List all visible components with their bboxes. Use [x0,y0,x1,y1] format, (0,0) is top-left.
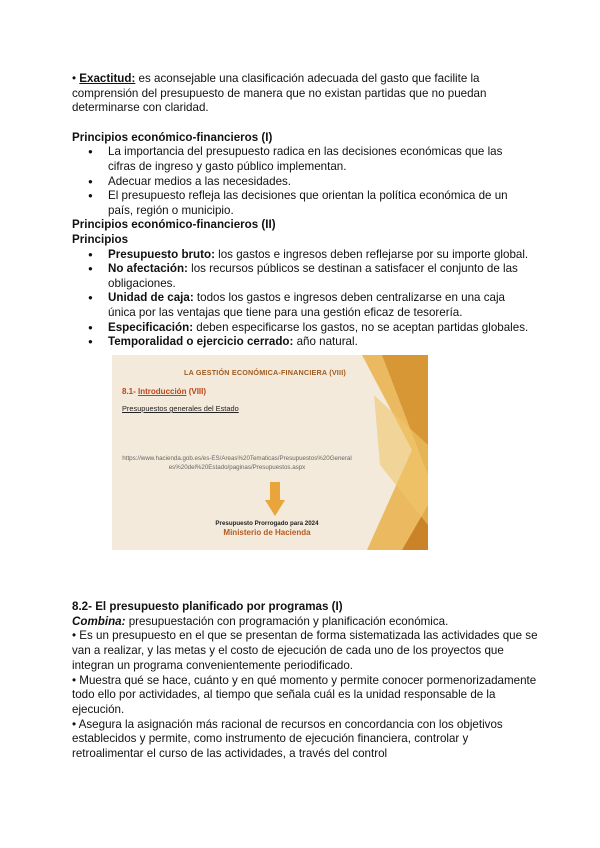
slide-section [122,387,206,396]
item-text: los recursos públicos se destinan a satisfacer el conjunto de las obligaciones. [108,262,518,290]
slide-section-link[interactable]: Introducción [138,387,187,396]
intro-paragraph: • Exactitud: es aconsejable una clasificación adecuada del gasto que facilite la comprensión del presupuesto de manera que no existan partidas que no puedan determinarse con claridad. [72,72,487,115]
slide-image [112,355,428,550]
list-item [72,291,532,320]
section3-heading: 8.2- El presupuesto planificado por programas (I) [72,600,343,613]
section2-subheading: Principios [72,232,129,246]
item-text: todos los gastos e ingresos deben centralizarse en una caja única por las ventajas que tiene para una gestión eficaz de tesorería. [108,291,505,319]
section1-heading: Principios económico-financieros (I) [72,130,273,144]
list-item: ● Adecuar medios a las necesidades. [72,175,532,190]
document-body [72,72,532,350]
section3-bullet: • Muestra qué se hace, cuánto y en qué momento y permite conocer pormenorizadamente todo ello por actividades, al tiempo que señala cuál es la unidad responsable de la ejecución. [72,673,537,716]
list-item: ● El presupuesto refleja las decisiones que orientan la política económica de un país, región o municipio. [72,189,532,218]
combina-label: Combina: [72,614,126,628]
item-label: Especificación: [108,320,194,334]
intro-text-1: es aconsejable una clasificación adecuada del gasto que facilite la [135,72,480,85]
arrow-down-icon [265,482,285,518]
list-item [72,262,532,291]
slide-caption-ministry: Ministerio de Hacienda [223,528,311,537]
intro-text-3: determinarse con claridad. [72,101,209,115]
slide-section-num: 8.1- [122,387,139,396]
list-item [72,321,532,336]
slide-title: LA GESTIÓN ECONÓMICA-FINANCIERA (VIII) [184,368,346,377]
item-label: Unidad de caja: [108,291,194,305]
section2-list [72,248,532,350]
list-item [72,335,532,350]
slide-subtitle: Presupuestos generales del Estado [122,404,239,413]
section2-heading: Principios económico-financieros (II) [72,218,276,232]
slide-caption-budget: Presupuesto Prorrogado para 2024 [215,520,319,527]
intro-label: Exactitud: [79,72,136,85]
section3-bullet: • Asegura la asignación más racional de recursos en concordancia con los objetivos establecidos y permite, como instrumento de ejecución financiera, controlar y retroalimentar el curso de las actividades, a través del control [72,717,503,761]
item-label: No afectación: [108,262,188,276]
list-item: ● La importancia del presupuesto radica en las decisiones económicas que las cifras de ingreso y gasto público implementan. [72,145,532,174]
item-text: deben especificarse los gastos, no se aceptan partidas globales. [193,320,529,334]
item-label: Presupuesto bruto: [108,247,215,261]
section3-bullet: • Es un presupuesto en el que se presentan de forma sistematizada las actividades que se van a realizar, y las metas y el costo de ejecución de cada uno de los proyectos que integran un programa convenientemente periodificado. [72,629,538,672]
section1-list [72,145,532,218]
item-text: año natural. [293,335,358,349]
slide-url[interactable]: https://www.hacienda.gob.es/es-ES/Areas%20Tematicas/Presupuestos%20Generales%20del%20Estado/paginas/Presupuestos.aspx [122,455,352,471]
intro-text-2: comprensión del presupuesto de manera que no existan partidas que no puedan [72,86,487,100]
item-text: los gastos e ingresos deben reflejarse por su importe global. [214,247,529,261]
combina-text: presupuestación con programación y planificación económica. [125,614,449,628]
combina-line [72,615,542,630]
item-label: Temporalidad o ejercicio cerrado: [108,335,294,349]
list-item [72,248,532,263]
slide-section-tail: (VIII) [186,387,207,396]
section3 [72,600,542,762]
